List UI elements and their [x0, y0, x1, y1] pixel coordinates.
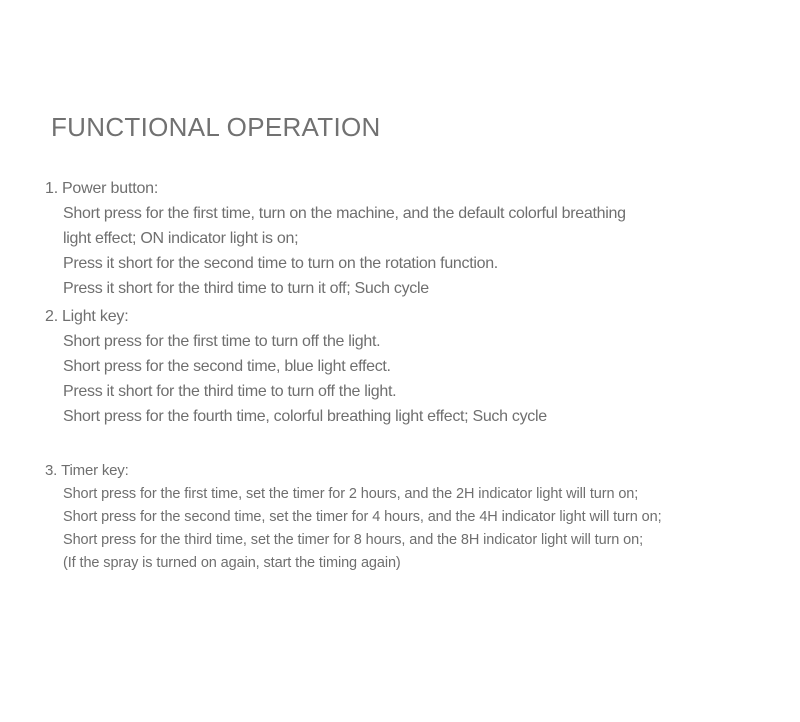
section-body: [63, 483, 662, 575]
section-timer-key: [45, 459, 662, 575]
section-heading-row: [45, 304, 547, 329]
instruction-line: Press it short for the third time to turn off the light.: [63, 383, 397, 400]
section-light-key: [45, 304, 547, 429]
instruction-line: Short press for the second time, set the timer for 4 hours, and the 4H indicator light will turn on;: [63, 509, 662, 525]
page-title: FUNCTIONAL OPERATION: [51, 112, 381, 142]
section-number: 3.: [45, 462, 58, 479]
instruction-line: Short press for the second time, blue light effect.: [63, 358, 391, 375]
section-heading-row: [45, 176, 626, 201]
instruction-line: Short press for the first time, turn on the machine, and the default colorful breathing: [63, 205, 626, 222]
section-heading-row: [45, 459, 662, 483]
section-heading: Timer key:: [61, 462, 129, 479]
instruction-line: Short press for the first time, set the timer for 2 hours, and the 2H indicator light will turn on;: [63, 486, 639, 502]
section-heading: Light key:: [61, 308, 129, 325]
instruction-line: Short press for the third time, set the timer for 8 hours, and the 8H indicator light will turn on;: [63, 532, 644, 548]
instruction-line: light effect; ON indicator light is on;: [63, 230, 299, 247]
section-body: [63, 329, 547, 429]
section-number: 2.: [45, 308, 58, 325]
instruction-line: Press it short for the second time to turn on the rotation function.: [63, 255, 498, 272]
instruction-line: Press it short for the third time to turn it off; Such cycle: [63, 280, 429, 297]
instruction-line: Short press for the fourth time, colorful breathing light effect; Such cycle: [63, 408, 547, 425]
instruction-line: Short press for the first time to turn off the light.: [63, 333, 381, 350]
section-body: [63, 201, 626, 301]
instruction-line: (If the spray is turned on again, start the timing again): [63, 555, 401, 571]
section-power-button: [45, 176, 626, 301]
section-number: 1.: [45, 180, 58, 197]
section-heading: Power button:: [61, 180, 159, 197]
